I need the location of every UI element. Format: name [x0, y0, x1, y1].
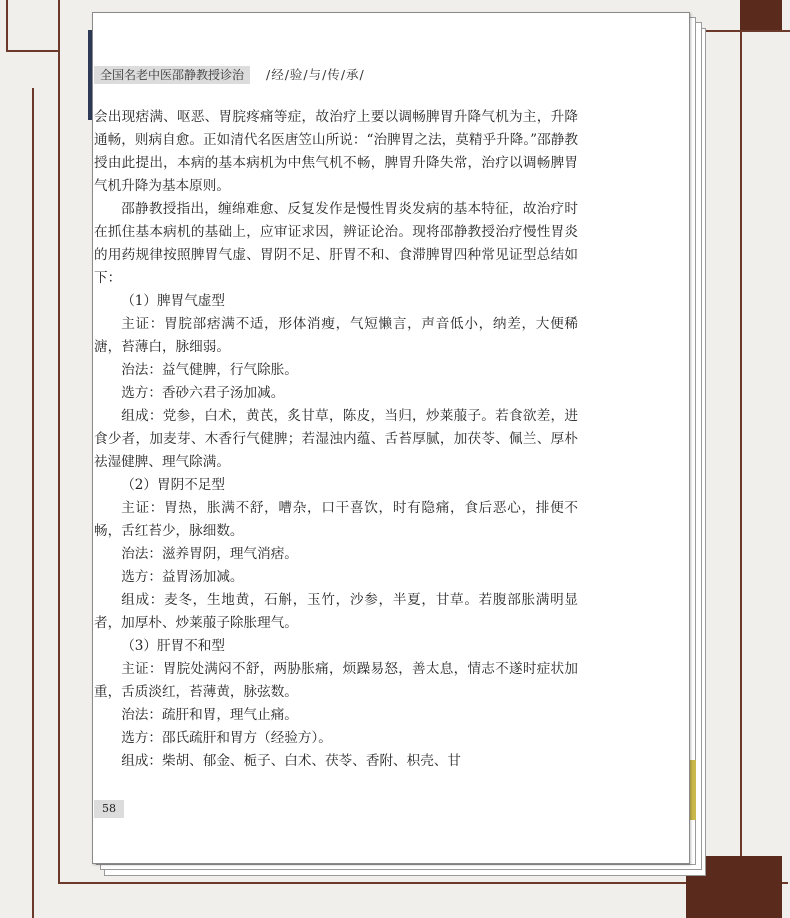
- paragraph: 主证：胃热，胀满不舒，嘈杂，口干喜饮，时有隐痛，食后恶心，排便不畅，舌红苔少，脉细数。: [94, 500, 578, 539]
- series-subtitle: /经/验/与/传/承/: [266, 67, 365, 82]
- paragraph: 治法：益气健脾，行气除胀。: [121, 362, 298, 378]
- paragraph: 组成：麦冬，生地黄，石斛，玉竹，沙参，半夏，甘草。若腹部胀满明显者，加厚朴、炒莱菔子除胀理气。: [94, 592, 578, 631]
- paragraph: 会出现痞满、呕恶、胃脘疼痛等症，故治疗上要以调畅脾胃升降气机为主，升降通畅，则病自愈。正如清代名医唐笠山所说：“治脾胃之法，莫精乎升降。”邵静教授由此提出，本病的基本病机为中焦气机不畅，脾胃升降失常，治疗以调畅脾胃气机升降为基本原则。: [94, 109, 578, 194]
- corner-block-top-right: [740, 0, 782, 30]
- frame-line-left: [58, 0, 60, 884]
- series-title: 全国名老中医邵静教授诊治: [94, 66, 250, 84]
- frame-line-left-top: [6, 0, 8, 52]
- paragraph: 邵静教授指出，缠绵难愈、反复发作是慢性胃炎发病的基本特征，故治疗时在抓住基本病机的基础上，应审证求因，辨证论治。现将邵静教授治疗慢性胃炎的用药规律按照脾胃气虚、胃阴不足、肝胃不和、食滞脾胃四种常见证型总结如下：: [94, 201, 578, 286]
- frame-line-right: [740, 30, 742, 882]
- paragraph: 组成：柴胡、郁金、栀子、白术、茯苓、香附、枳壳、甘: [121, 753, 462, 769]
- paragraph: 治法：滋养胃阴，理气消痞。: [121, 546, 298, 562]
- paragraph: 选方：香砂六君子汤加减。: [121, 385, 285, 401]
- frame-line-left-outer: [32, 88, 34, 918]
- paragraph: 组成：党参，白术，黄芪，炙甘草，陈皮，当归，炒莱菔子。若食欲差，进食少者，加麦芽、木香行气健脾；若湿浊内蕴、舌苔厚腻，加茯苓、佩兰、厚朴祛湿健脾、理气除满。: [94, 408, 578, 470]
- paragraph: 主证：胃脘处满闷不舒，两胁胀痛，烦躁易怒，善太息，情志不遂时症状加重，舌质淡红，苔薄黄，脉弦数。: [94, 661, 578, 700]
- section-heading: （3）肝胃不和型: [121, 638, 225, 654]
- page-number: 58: [94, 800, 124, 818]
- paragraph: 选方：邵氏疏肝和胃方（经验方）。: [121, 730, 332, 746]
- frame-line-right-top: [696, 30, 790, 32]
- section-heading: （2）胃阴不足型: [121, 477, 225, 493]
- paragraph: 治法：疏肝和胃，理气止痛。: [121, 707, 298, 723]
- paragraph: 选方：益胃汤加减。: [121, 569, 244, 585]
- page-body: [94, 106, 578, 773]
- paragraph: 主证：胃脘部痞满不适，形体消瘦，气短懒言，声音低小，纳差，大便稀溏，苔薄白，脉细弱。: [94, 316, 578, 355]
- frame-line-top: [6, 50, 60, 52]
- section-heading: （1）脾胃气虚型: [121, 293, 225, 309]
- frame-line-bottom: [58, 882, 788, 884]
